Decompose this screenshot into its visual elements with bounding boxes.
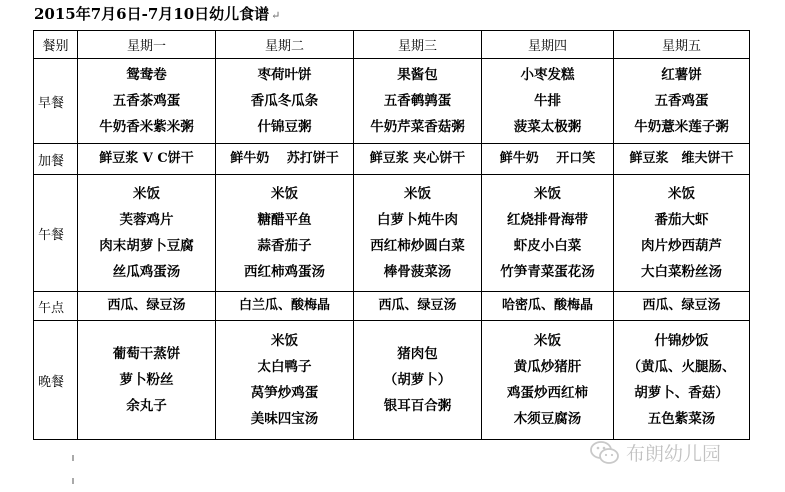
header-row <box>34 31 750 59</box>
menu-cell-dinner-mon <box>78 321 216 440</box>
dish-item: 什锦炒饭 <box>654 333 709 349</box>
dish-item: 鲜牛奶 开口笑 <box>499 151 596 166</box>
row-tea <box>34 292 750 321</box>
dish-item: 银耳百合粥 <box>383 398 452 414</box>
dish-item: 鲜豆浆 V C饼干 <box>99 151 194 166</box>
dish-item: 五色紫菜汤 <box>647 411 716 427</box>
menu-cell-breakfast-wed <box>354 59 482 144</box>
dish-item: 虾皮小白菜 <box>513 238 582 254</box>
dish-item: 五香鹌鹑蛋 <box>383 93 452 109</box>
menu-table-body <box>34 31 750 440</box>
dish-item: 肉片炒西葫芦 <box>641 238 722 254</box>
dish-item: 白萝卜炖牛肉 <box>377 212 458 228</box>
dish-item: 小枣发糕 <box>520 67 575 83</box>
dish-list <box>78 295 215 317</box>
dish-item: 萝卜粉丝 <box>119 372 174 388</box>
menu-cell-lunch-wed <box>354 175 482 292</box>
menu-cell-breakfast-fri <box>614 59 750 144</box>
dish-list <box>354 148 481 170</box>
dish-item: 猪肉包 <box>397 346 438 362</box>
menu-cell-snack-thu <box>482 144 614 175</box>
dish-item: 胡萝卜、香菇） <box>634 385 729 401</box>
dish-list <box>216 62 353 140</box>
menu-cell-dinner-tue <box>216 321 354 440</box>
dish-item: 米饭 <box>271 333 298 349</box>
dish-list <box>482 328 613 432</box>
meal-label: 午餐 <box>34 175 78 292</box>
header-day-wed: 星期三 <box>354 31 482 59</box>
dish-list <box>482 181 613 285</box>
menu-cell-tea-tue <box>216 292 354 321</box>
dish-item: 米饭 <box>133 186 160 202</box>
menu-cell-lunch-mon <box>78 175 216 292</box>
dish-item: 果酱包 <box>397 67 438 83</box>
dish-list <box>482 295 613 317</box>
menu-cell-snack-wed <box>354 144 482 175</box>
menu-cell-dinner-thu <box>482 321 614 440</box>
menu-cell-dinner-fri <box>614 321 750 440</box>
dish-list <box>482 148 613 170</box>
dish-item: 五香鸡蛋 <box>654 93 709 109</box>
dish-item: 鲜牛奶 苏打饼干 <box>230 151 339 166</box>
dish-list <box>78 341 215 419</box>
menu-cell-lunch-thu <box>482 175 614 292</box>
dish-item: 五香茶鸡蛋 <box>112 93 181 109</box>
dish-item: 西红柿炒圆白菜 <box>370 238 465 254</box>
dish-item: 鲜豆浆 夹心饼干 <box>369 151 466 166</box>
dish-item: 牛奶薏米莲子粥 <box>634 119 729 135</box>
dish-item: 米饭 <box>534 333 561 349</box>
menu-cell-breakfast-mon <box>78 59 216 144</box>
menu-cell-lunch-fri <box>614 175 750 292</box>
header-day-thu: 星期四 <box>482 31 614 59</box>
dish-list <box>216 328 353 432</box>
layout-mark <box>72 478 74 484</box>
dish-item: 鲜豆浆 维夫饼干 <box>629 151 734 166</box>
layout-mark <box>72 455 74 461</box>
dish-item: 西红柿鸡蛋汤 <box>244 264 325 280</box>
dish-item: 丝瓜鸡蛋汤 <box>112 264 181 280</box>
dish-item: 米饭 <box>404 186 431 202</box>
dish-item: 黄瓜炒猪肝 <box>513 359 582 375</box>
header-day-tue: 星期二 <box>216 31 354 59</box>
dish-list <box>614 328 749 432</box>
dish-item: 棒骨菠菜汤 <box>383 264 452 280</box>
wechat-bubbles-icon <box>590 440 620 466</box>
dish-item: 鸳鸯卷 <box>126 67 167 83</box>
dish-item: 白兰瓜、酸梅晶 <box>238 298 330 313</box>
dish-list <box>354 341 481 419</box>
dish-item: 太白鸭子 <box>257 359 312 375</box>
dish-list <box>216 295 353 317</box>
dish-item: 葡萄干蒸饼 <box>112 346 181 362</box>
menu-cell-snack-mon <box>78 144 216 175</box>
dish-item: 芙蓉鸡片 <box>119 212 174 228</box>
dish-item: 枣荷叶饼 <box>257 67 312 83</box>
meal-label: 加餐 <box>34 144 78 175</box>
row-breakfast <box>34 59 750 144</box>
dish-list <box>354 295 481 317</box>
row-snack <box>34 144 750 175</box>
dish-list <box>482 62 613 140</box>
menu-table <box>33 30 750 440</box>
dish-item: 番茄大虾 <box>654 212 709 228</box>
menu-cell-tea-thu <box>482 292 614 321</box>
dish-item: 牛奶香米紫米粥 <box>99 119 194 135</box>
dish-item: 大白菜粉丝汤 <box>641 264 722 280</box>
paragraph-mark-icon: ↵ <box>271 9 281 22</box>
dish-item: （胡萝卜） <box>383 372 452 388</box>
dish-item: 蒜香茄子 <box>257 238 312 254</box>
dish-list <box>354 62 481 140</box>
title-text: 2015年7月6日-7月10日幼儿食谱 <box>34 5 270 23</box>
dish-item: 米饭 <box>534 186 561 202</box>
dish-list <box>78 148 215 170</box>
dish-item: 西瓜、绿豆汤 <box>107 298 186 313</box>
menu-cell-snack-tue <box>216 144 354 175</box>
menu-cell-tea-fri <box>614 292 750 321</box>
dish-item: 西瓜、绿豆汤 <box>378 298 457 313</box>
dish-list <box>614 62 749 140</box>
header-day-fri: 星期五 <box>614 31 750 59</box>
dish-item: 莴笋炒鸡蛋 <box>250 385 319 401</box>
dish-list <box>216 148 353 170</box>
dish-list <box>354 181 481 285</box>
dish-list <box>216 181 353 285</box>
header-meal-col: 餐别 <box>34 31 78 59</box>
menu-cell-snack-fri <box>614 144 750 175</box>
meal-label: 午点 <box>34 292 78 321</box>
dish-item: 竹笋青菜蛋花汤 <box>500 264 595 280</box>
row-lunch <box>34 175 750 292</box>
meal-label: 早餐 <box>34 59 78 144</box>
dish-item: 红薯饼 <box>661 67 702 83</box>
dish-item: （黄瓜、火腿肠、 <box>627 359 736 375</box>
row-dinner <box>34 321 750 440</box>
menu-cell-breakfast-tue <box>216 59 354 144</box>
dish-list <box>78 181 215 285</box>
dish-list <box>614 181 749 285</box>
dish-item: 米饭 <box>271 186 298 202</box>
watermark <box>590 439 721 466</box>
menu-cell-lunch-tue <box>216 175 354 292</box>
dish-item: 肉末胡萝卜豆腐 <box>99 238 194 254</box>
dish-item: 美味四宝汤 <box>250 411 319 427</box>
dish-item: 香瓜冬瓜条 <box>250 93 319 109</box>
menu-cell-tea-wed <box>354 292 482 321</box>
dish-item: 牛排 <box>534 93 561 109</box>
dish-item: 西瓜、绿豆汤 <box>642 298 721 313</box>
dish-item: 红烧排骨海带 <box>507 212 588 228</box>
dish-item: 糖醋平鱼 <box>257 212 312 228</box>
dish-item: 牛奶芹菜香菇粥 <box>370 119 465 135</box>
dish-list <box>614 295 749 317</box>
dish-item: 什锦豆粥 <box>257 119 312 135</box>
dish-item: 鸡蛋炒西红柿 <box>507 385 588 401</box>
menu-cell-dinner-wed <box>354 321 482 440</box>
dish-item: 哈密瓜、酸梅晶 <box>501 298 593 313</box>
menu-cell-breakfast-thu <box>482 59 614 144</box>
menu-cell-tea-mon <box>78 292 216 321</box>
dish-item: 余丸子 <box>126 398 167 414</box>
header-day-mon: 星期一 <box>78 31 216 59</box>
dish-item: 菠菜太极粥 <box>513 119 582 135</box>
dish-item: 木须豆腐汤 <box>513 411 582 427</box>
meal-label: 晚餐 <box>34 321 78 440</box>
dish-list <box>78 62 215 140</box>
page-title <box>34 3 280 24</box>
dish-item: 米饭 <box>668 186 695 202</box>
dish-list <box>614 148 749 170</box>
watermark-text: 布朗幼儿园 <box>626 443 722 465</box>
